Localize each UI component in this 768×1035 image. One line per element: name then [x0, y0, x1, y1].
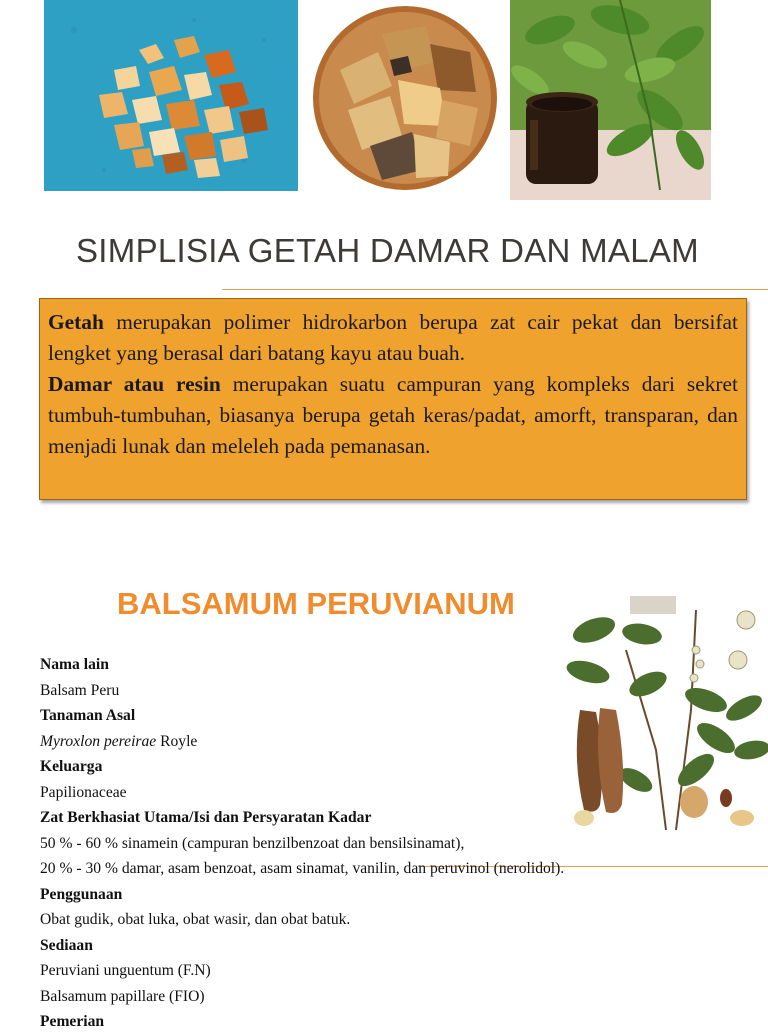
penggunaan-value: Obat gudik, obat luka, obat wasir, dan obat batuk.: [40, 911, 351, 928]
zat-line-1: 50 % - 60 % sinamein (campuran benzilbenzoat dan bensilsinamat),: [40, 834, 465, 852]
nama-lain-value: Balsam Peru: [40, 681, 120, 699]
botanical-illustration-image: [566, 590, 768, 836]
sediaan-item: Peruviani unguentum (F.N): [40, 962, 211, 979]
pemerian-label: Pemerian: [40, 1013, 105, 1030]
page-title: SIMPLISIA GETAH DAMAR DAN MALAM: [76, 232, 699, 269]
definition-term: Damar atau resin: [48, 372, 221, 396]
sediaan-label: Sediaan: [40, 936, 93, 954]
zat-line-2: 20 % - 30 % damar, asam benzoat, asam sinamat, vanilin, dan peruvinol (nerolidol).: [40, 860, 565, 877]
definition-term: Getah: [48, 310, 104, 334]
definition-box: [39, 298, 747, 500]
tanaman-asal-label: Tanaman Asal: [40, 707, 136, 724]
zat-berkhasiat-label: Zat Berkhasiat Utama/Isi dan Persyaratan Kadar: [40, 809, 372, 826]
nama-lain-label: Nama lain: [40, 656, 109, 673]
keluarga-label: Keluarga: [40, 758, 103, 775]
definition-text: merupakan polimer hidrokarbon berupa zat cair pekat dan bersifat lengket yang berasal dari batang kayu atau buah.: [48, 310, 738, 365]
penggunaan-label: Penggunaan: [40, 885, 123, 903]
divider-line: [222, 289, 768, 290]
definition-getah: [48, 307, 738, 369]
monograph-details: [40, 652, 564, 1035]
species-author: Royle: [156, 732, 198, 750]
species-name: Myroxlon pereirae: [40, 732, 157, 750]
keluarga-value: Papilionaceae: [40, 783, 127, 801]
section-title: BALSAMUM PERUVIANUM: [117, 586, 515, 621]
resin-crystals-image: [44, 0, 298, 191]
definition-damar: [48, 369, 738, 462]
resin-jar-leaves-image: [510, 0, 711, 200]
sediaan-item: Balsamum papillare (FIO): [40, 987, 205, 1005]
damar-chunks-image: [300, 0, 510, 206]
tanaman-asal-value: [40, 729, 564, 755]
definition-text: merupakan suatu campuran yang kompleks dari sekret tumbuh-tumbuhan, biasanya berupa getah keras/padat, amorft, transparan, dan menjadi lunak dan meleleh pada pemanasan.: [48, 372, 738, 458]
